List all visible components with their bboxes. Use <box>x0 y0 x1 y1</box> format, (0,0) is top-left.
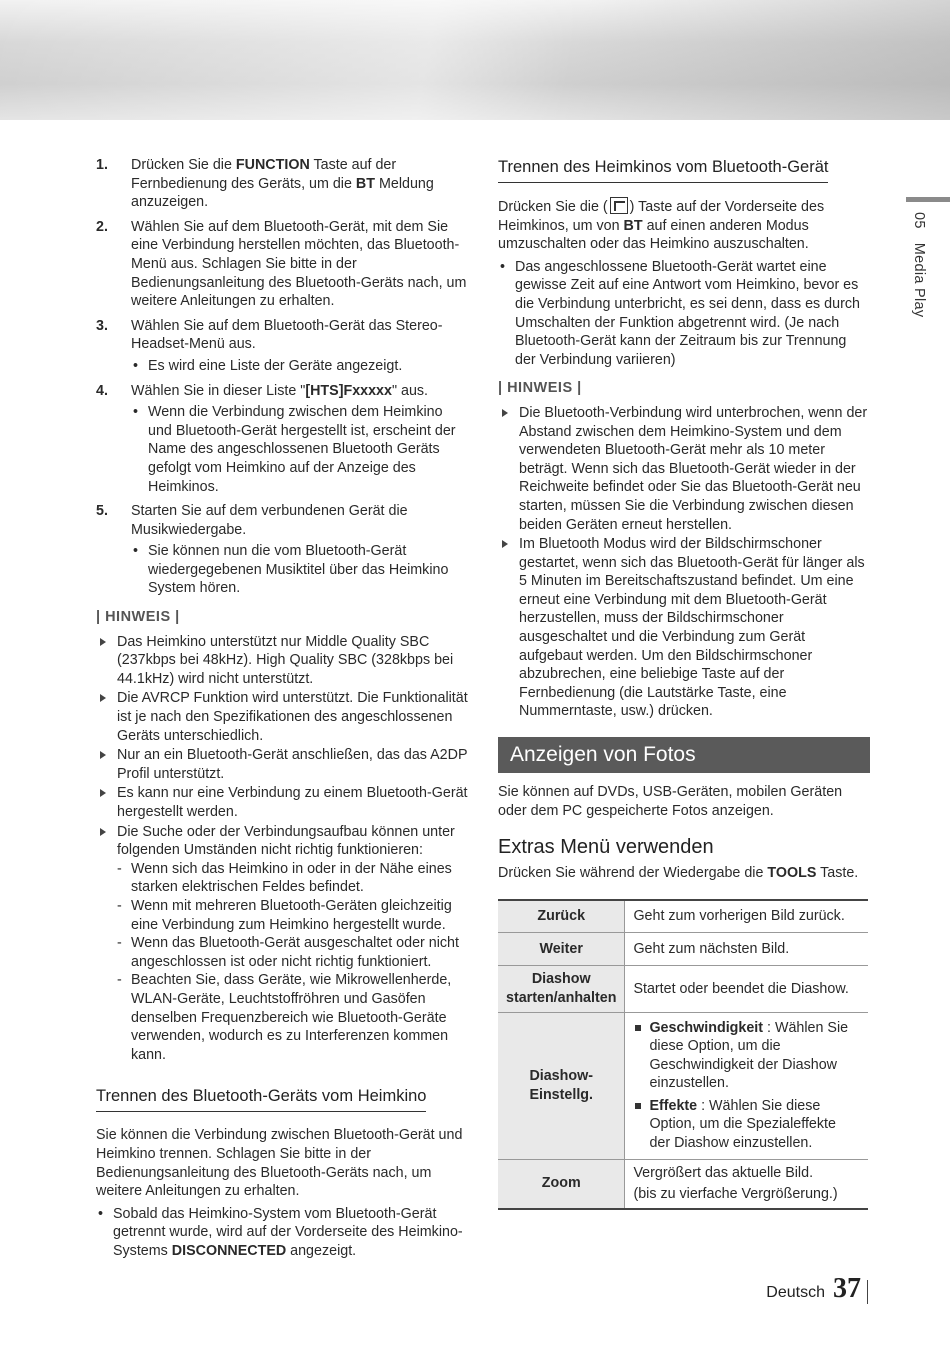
setting-desc: : Wählen Sie diese Option, um die Geschwindigkeit der Diashow einzustellen. <box>649 1019 849 1092</box>
section-text: Sie können die Verbindung zwischen Bluetooth-Gerät und Heimkino trennen. Schlagen Sie bitte in der Bedienungsanleitung des Bluetooth-Geräts nach, um weitere Anleitungen zu erhalten. <box>96 1127 463 1200</box>
key-function: FUNCTION <box>235 157 310 173</box>
setting-item <box>633 1097 860 1153</box>
table-value: Startet oder beendet die Diashow. <box>625 966 868 1012</box>
section-text-part: ) Taste auf der Vorderseite des Heimkinos, um von <box>498 199 825 234</box>
note-item <box>96 633 468 689</box>
notes-list <box>498 404 870 721</box>
note-text: Im Bluetooth Modus wird der Bildschirmschoner gestartet, wenn sich das Bluetooth-Gerät für länger als 5 Minuten im Bereitschaftszustand befindet. Um eine erneut eine Verbindung mit dem Bluetooth-Gerät herzustellen, muss der Bildschirmschoner ausgeschaltet und die Verbindung zum Gerät aufgebaut werden. Um den Bildschirmschoner abzubrechen, eine beliebige Taste auf der Fernbedienung (die Lautstärke Taste, eine Nummerntaste, usw.) drücken. <box>519 536 865 720</box>
table-key: Diashow-Einstellg. <box>498 1012 625 1159</box>
step-text: Starten Sie auf dem verbundenen Gerät die Musikwiedergabe. <box>131 503 408 538</box>
key-bt: BT <box>623 217 643 234</box>
extras-text-part: Drücken Sie während der Wiedergabe die <box>498 865 768 882</box>
step-text: Wählen Sie auf dem Bluetooth-Gerät, mit dem Sie eine Verbindung herstellen möchten, das Bluetooth-Menü aus. Schlagen Sie bitte in der Bedienungsanleitung des Bluetooth-Geräts nach, um weitere Anleitungen zu erhalten. <box>131 218 467 310</box>
tools-table <box>498 899 868 1210</box>
key-tools: TOOLS <box>767 865 817 882</box>
note-item <box>96 689 468 745</box>
step-text: Wählen Sie auf dem Bluetooth-Gerät das Stereo-Headset-Menü aus. <box>131 317 443 353</box>
table-key: Zurück <box>498 900 625 933</box>
table-row <box>498 933 868 966</box>
note-item <box>96 784 468 821</box>
note-item <box>498 535 870 721</box>
device-name: [HTS]Fxxxxx <box>305 382 392 399</box>
note-text: Die Bluetooth-Verbindung wird unterbrochen, wenn der Abstand zwischen dem Heimkino-System und dem verwendeten Bluetooth-Gerät mehr als 10 meter beträgt. Wenn sich das Bluetooth-Gerät wieder in der Reichweite befindet oder Sie das Bluetooth-Gerät neu starten, müssen Sie die Verbindung zwischen diesen beiden Geräten erneut herstellen. <box>519 404 868 533</box>
setting-term: Effekte <box>649 1097 698 1114</box>
table-value <box>625 1012 868 1159</box>
step-text: Meldung anzuzeigen. <box>131 175 434 211</box>
step-2 <box>96 218 468 311</box>
triangle-bullet-icon <box>100 751 106 759</box>
setting-term: Geschwindigkeit <box>649 1019 764 1036</box>
extras-text <box>498 864 870 883</box>
triangle-bullet-icon <box>100 694 106 702</box>
section-text <box>498 197 870 254</box>
step-text: Wählen Sie in dieser Liste " <box>131 382 306 399</box>
section-title-disconnect-device: Trennen des Bluetooth-Geräts vom Heimkino <box>96 1085 426 1112</box>
note-item <box>498 404 870 534</box>
section-title-extras-menu: Extras Menü verwenden <box>498 836 714 859</box>
section-title-disconnect-hometheater: Trennen des Heimkinos vom Bluetooth-Gerät <box>498 156 828 183</box>
note-item <box>96 746 468 783</box>
step-number: 5. <box>96 503 108 520</box>
table-value: Geht zum nächsten Bild. <box>625 933 868 966</box>
step-number: 4. <box>96 382 108 399</box>
notes-list <box>96 633 468 1065</box>
footer-divider <box>867 1280 868 1304</box>
table-key: Weiter <box>498 933 625 966</box>
condition-item: - Wenn sich das Heimkino in oder in der Nähe eines starken elektrischen Feldes befindet. <box>117 860 468 897</box>
page-footer <box>766 1273 868 1304</box>
footer-language: Deutsch <box>766 1284 825 1301</box>
table-value <box>625 1159 868 1209</box>
step-number: 1. <box>96 157 108 173</box>
triangle-bullet-icon <box>502 540 508 548</box>
step-number: 2. <box>96 218 108 235</box>
note-text: Das Heimkino unterstützt nur Middle Quality SBC (237kbps bei 48kHz). High Quality SBC (328kbps bei 44.1kHz) wird nicht unterstützt. <box>117 633 454 687</box>
step-3 <box>96 317 468 376</box>
steps-list <box>96 156 468 598</box>
triangle-bullet-icon <box>502 409 508 417</box>
table-value: Geht zum vorherigen Bild zurück. <box>625 900 868 933</box>
left-column <box>96 156 468 1260</box>
section-bullet <box>96 1205 468 1261</box>
right-column <box>498 156 870 1210</box>
hinweis-label: | HINWEIS | <box>498 380 582 397</box>
condition-item: - Wenn das Bluetooth-Gerät ausgeschaltet oder nicht angeschlossen ist oder nicht richtig funktioniert. <box>117 934 468 971</box>
triangle-bullet-icon <box>100 828 106 836</box>
table-row <box>498 1012 868 1159</box>
extras-text-part: Taste. <box>816 865 859 882</box>
function-button-icon <box>610 197 628 214</box>
chapter-label <box>909 212 928 317</box>
note-text: Nur an ein Bluetooth-Gerät anschließen, das das A2DP Profil unterstützt. <box>117 747 468 782</box>
table-key: Diashow starten/anhalten <box>498 966 625 1012</box>
header-banner <box>0 0 950 120</box>
step-bullet: • Es wird eine Liste der Geräte angezeigt. <box>131 357 468 376</box>
table-row <box>498 1159 868 1209</box>
chapter-number: 05 <box>911 212 927 229</box>
section-text-part: Drücken Sie die ( <box>498 199 608 215</box>
step-bullet: • Wenn die Verbindung zwischen dem Heimkino und Bluetooth-Gerät hergestellt ist, erscheint der Name des angeschlossenen Bluetooth Geräts gefolgt vom Heimkino auf der Anzeige des Heimkinos. <box>131 403 468 496</box>
table-value-line: (bis zu vierfache Vergrößerung.) <box>633 1186 838 1203</box>
step-number: 3. <box>96 317 108 334</box>
hinweis-label: | HINWEIS | <box>96 609 180 626</box>
step-1 <box>96 156 468 212</box>
chapter-title: Media Play <box>911 242 927 318</box>
section-text-part: auf einen anderen Modus umzuschalten oder das Heimkino auszuschalten. <box>498 217 809 253</box>
section-title-photos: Anzeigen von Fotos <box>498 737 870 773</box>
step-5 <box>96 502 468 598</box>
step-4 <box>96 382 468 497</box>
bullet-text: angezeigt. <box>286 1242 357 1259</box>
step-text: Drücken Sie die <box>131 157 236 173</box>
photos-text: Sie können auf DVDs, USB-Geräten, mobilen Geräten oder dem PC gespeicherte Fotos anzeigen. <box>498 784 843 819</box>
table-row <box>498 900 868 933</box>
step-bullet: • Sie können nun die vom Bluetooth-Gerät wiedergegebenen Musiktitel über das Heimkino System hören. <box>131 542 468 598</box>
note-item <box>96 823 468 1065</box>
step-text: Taste auf der Fernbedienung des Geräts, um die <box>131 157 397 192</box>
page-number: 37 <box>833 1273 861 1304</box>
conditions-list <box>117 860 468 1065</box>
note-text: Die AVRCP Funktion wird unterstützt. Die Funktionalität ist je nach den Spezifikationen des angeschlossenen Geräts unterschiedlich. <box>117 690 468 744</box>
setting-desc: : Wählen Sie diese Option, um die Spezialeffekte der Diashow einzustellen. <box>649 1097 836 1152</box>
triangle-bullet-icon <box>100 638 106 646</box>
condition-item: - Beachten Sie, dass Geräte, wie Mikrowellenherde, WLAN-Geräte, Leuchtstoffröhren und Gasöfen denselben Frequenzbereich wie Bluetooth-Geräte verwenden, wodurch es zu Interferenzen kommen kann. <box>117 971 468 1064</box>
display-message: DISCONNECTED <box>171 1242 287 1259</box>
note-text: Es kann nur eine Verbindung zu einem Bluetooth-Gerät hergestellt werden. <box>117 785 468 820</box>
step-text: " aus. <box>391 382 429 399</box>
table-row <box>498 966 868 1012</box>
table-key: Zoom <box>498 1159 625 1209</box>
table-value-line: Vergrößert das aktuelle Bild. <box>633 1164 814 1181</box>
triangle-bullet-icon <box>100 789 106 797</box>
note-text: Die Suche oder der Verbindungsaufbau können unter folgenden Umständen nicht richtig funktionieren: <box>117 823 455 859</box>
chapter-tab-bar <box>906 197 950 202</box>
section-bullet: • Das angeschlossene Bluetooth-Gerät wartet eine gewisse Zeit auf eine Antwort vom Heimkino, bevor es die Verbindung unterbricht, es sei denn, dass es durch Umschalten der Funktion abgetrennt wird. (Je nach Bluetooth-Gerät kann der Zeitraum bis zur Trennung der Verbindung variieren) <box>498 258 870 370</box>
setting-item <box>633 1019 860 1093</box>
key-bt: BT <box>355 175 375 192</box>
bullet-text: Sobald das Heimkino-System vom Bluetooth-Gerät getrennt wurde, wird auf der Vorderseite des Heimkino-Systems <box>113 1205 463 1259</box>
condition-item: - Wenn mit mehreren Bluetooth-Geräten gleichzeitig eine Verbindung zum Heimkino hergestellt wurde. <box>117 897 468 934</box>
